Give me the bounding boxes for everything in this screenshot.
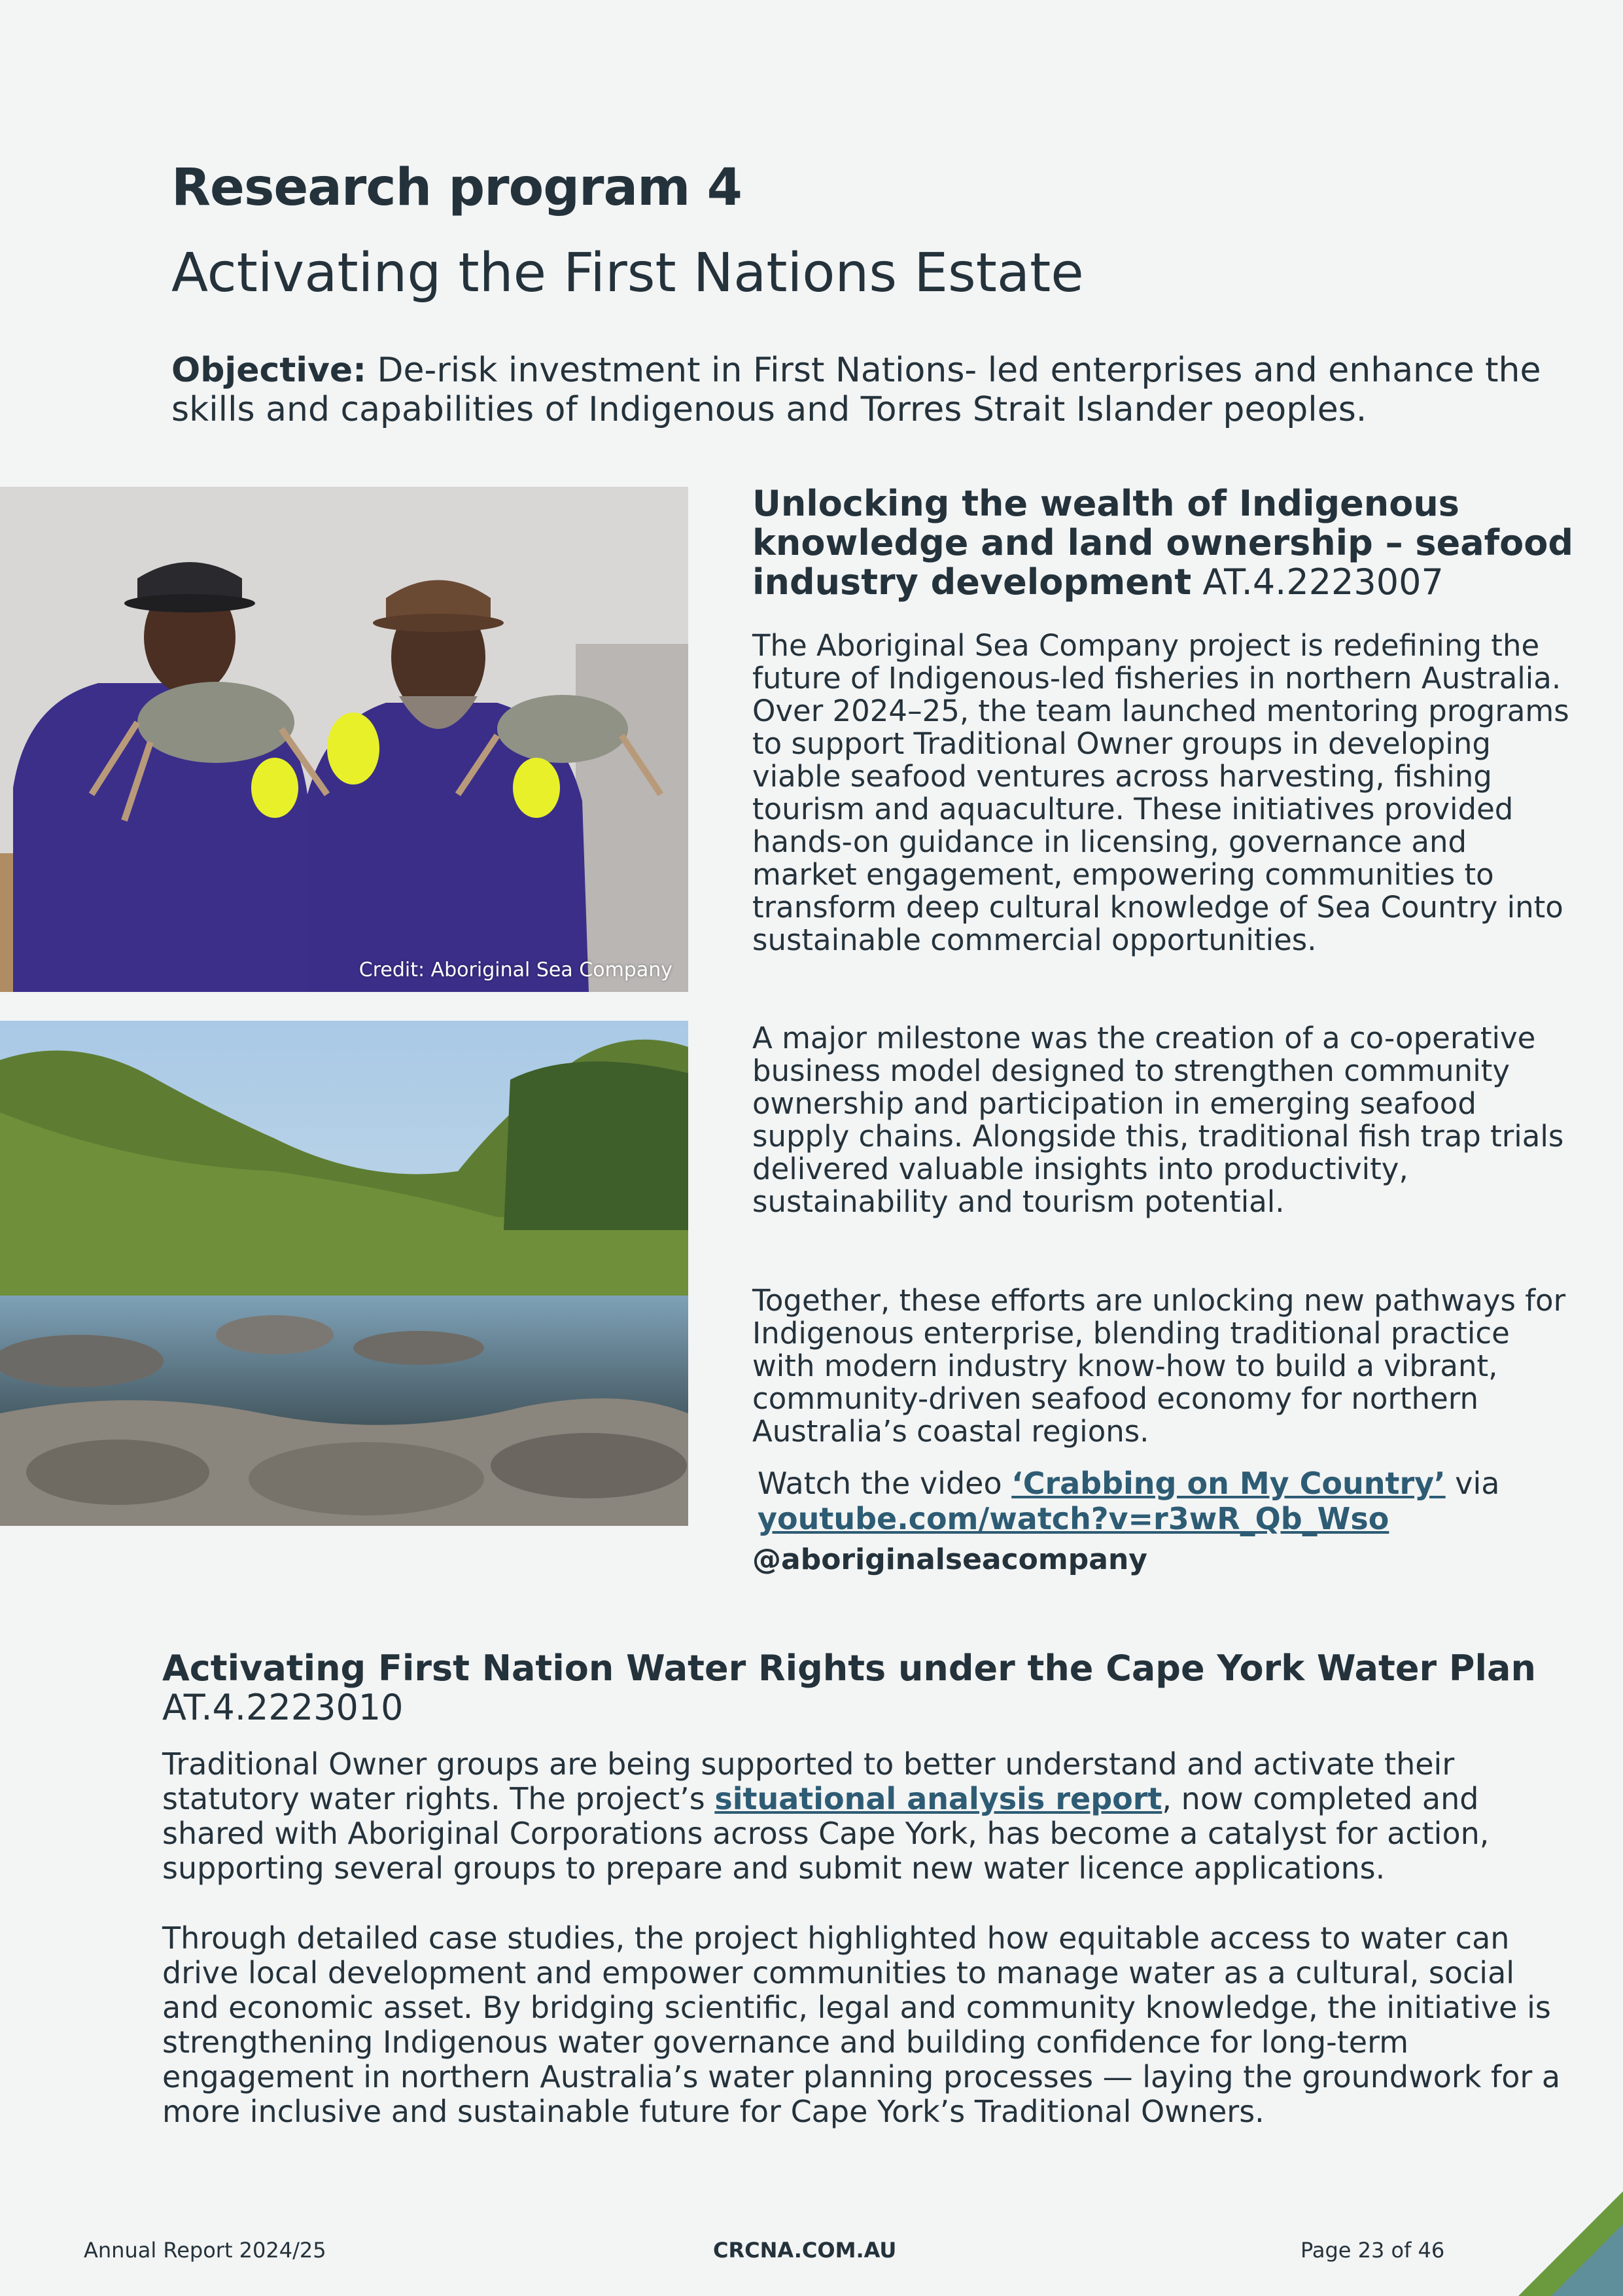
video-url-link[interactable]: youtube.com/watch?v=r3wR_Qb_Wso [758,1501,1389,1536]
river-landscape-photo [0,1021,688,1526]
objective-text: De-risk investment in First Nations- led enterprises and enhance the skills and capabilities of Indigenous and Torres Strait Islander peoples. [171,351,1541,429]
objective-label: Objective: [171,351,366,390]
section1-paragraph-1: The Aboriginal Sea Company project is redefining the future of Indigenous-led fisheries in northern Australia. Over 2024–25, the team launched mentoring programs to support Traditional Owner groups in developing viable seafood ventures across harvesting, fishing tourism and aquaculture. These initiatives provided hands-on guidance in licensing, governance and market engagement, empowering communities to transform deep cultural knowledge of Sea Country into sustainable commercial opportunities. [752,628,1569,957]
crab-photo-illustration [0,487,688,992]
section1-code: AT.4.2223007 [1202,561,1444,603]
page-title: Research program 4 [171,158,742,217]
section1-paragraph-3: Together, these efforts are unlocking new pathways for Indigenous enterprise, blending traditional practice with modern industry know-how to build a vibrant, community-driven seafood economy for northern Australia’s coastal regions. [752,1283,1566,1449]
watch-video-line [758,1466,1575,1536]
page-subtitle: Activating the First Nations Estate [171,242,1084,304]
via-text: via [1455,1466,1500,1501]
crab-photo [0,487,688,992]
river-landscape-illustration [0,1021,688,1526]
section2-code: AT.4.2223010 [162,1687,404,1728]
section2-paragraph-1 [162,1747,1562,1886]
section2-heading [162,1649,1588,1727]
footer-report-label: Annual Report 2024/25 [84,2238,326,2263]
footer-website[interactable]: CRCNA.COM.AU [713,2238,897,2263]
section2-title: Activating First Nation Water Rights under the Cape York Water Plan [162,1648,1536,1689]
video-title-link[interactable]: ‘Crabbing on My Country’ [1011,1466,1446,1501]
photo-credit: Credit: Aboriginal Sea Company [358,959,672,981]
section1-paragraph-2: A major milestone was the creation of a co-operative business model designed to strengthen community ownership and participation in emerging seafood supply chains. Alongside this, traditional fish trap trials delivered valuable insights into productivity, sustainability and tourism potential. [752,1021,1564,1219]
section2-p1-before: Traditional Owner groups are being supported to better understand and activate their statutory water rights. The project’s [162,1746,1455,1816]
section1-title: Unlocking the wealth of Indigenous knowledge and land ownership – seafood industry development [752,483,1573,603]
footer-page-number: Page 23 of 46 [1300,2238,1445,2263]
watch-prefix: Watch the video [758,1466,1002,1501]
objective [171,351,1565,429]
section1-heading [752,484,1577,602]
corner-accent-graphic [1518,2191,1623,2296]
section2-paragraph-2: Through detailed case studies, the project highlighted how equitable access to water can drive local development and empower communities to manage water as a cultural, social and economic asset. By bridging scientific, legal and community knowledge, the initiative is strengthening Indigenous water governance and building confidence for long-term engagement in northern Australia’s water planning processes — laying the groundwork for a more inclusive and sustainable future for Cape York’s Traditional Owners. [162,1920,1561,2129]
section2-p1-after: , now completed and shared with Aboriginal Corporations across Cape York, has become a catalyst for action, supporting several groups to prepare and submit new water licence applications. [162,1781,1490,1886]
social-handle: @aboriginalseacompany [752,1543,1147,1576]
situational-report-link[interactable]: situational analysis report [714,1781,1162,1816]
